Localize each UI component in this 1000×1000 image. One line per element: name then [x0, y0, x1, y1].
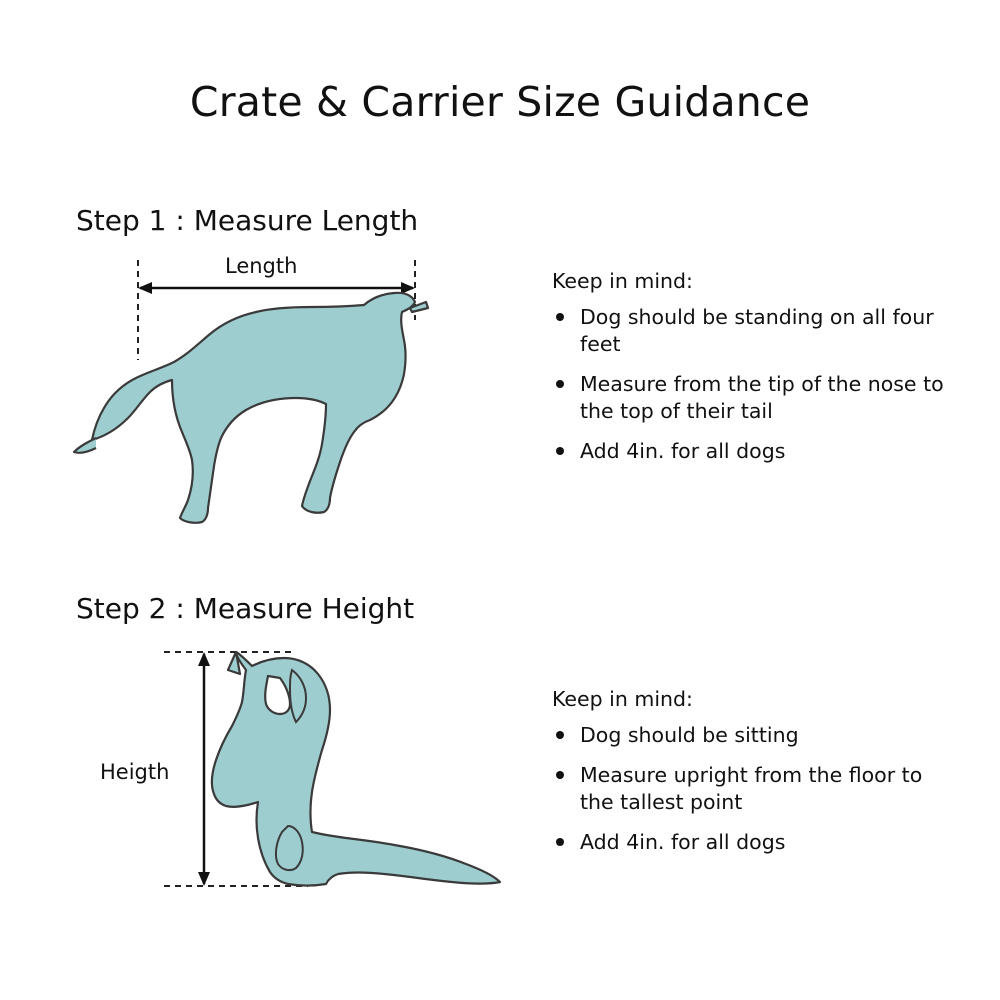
list-item — [552, 762, 952, 816]
list-item-text: Measure from the tip of the nose to the top of their tail — [580, 372, 944, 424]
step-2-heading: Step 2 : Measure Height — [76, 592, 415, 625]
bullet-icon — [556, 447, 564, 455]
length-label: Length — [225, 254, 298, 278]
step-2-notes-title: Keep in mind: — [552, 687, 693, 711]
height-label: Heigth — [100, 760, 170, 784]
standing-dog-illustration — [60, 250, 500, 560]
page-title: Crate & Carrier Size Guidance — [189, 78, 811, 126]
list-item-text: Dog should be standing on all four feet — [580, 305, 934, 357]
dog-body-standing — [92, 293, 428, 523]
list-item-text: Add 4in. for all dogs — [580, 830, 786, 855]
step-2-notes — [552, 686, 952, 856]
bullet-icon — [556, 313, 564, 321]
list-item — [552, 371, 952, 425]
list-item — [552, 829, 952, 856]
arrow-head-left — [138, 282, 152, 294]
step-1-figure — [60, 250, 500, 564]
bullet-icon — [556, 838, 564, 846]
step-1-notes-list — [552, 304, 952, 465]
step-1-heading: Step 1 : Measure Length — [76, 204, 419, 237]
step-1-notes-title: Keep in mind: — [552, 269, 693, 293]
dog-tail — [74, 438, 96, 453]
list-item — [552, 438, 952, 465]
list-item — [552, 304, 952, 358]
list-item-text: Add 4in. for all dogs — [580, 439, 786, 464]
bullet-icon — [556, 380, 564, 388]
list-item-text: Measure upright from the floor to the tallest point — [580, 763, 923, 815]
step-1-notes — [552, 268, 952, 465]
step-2-notes-list — [552, 722, 952, 856]
dog-body-sitting — [212, 652, 500, 886]
list-item-text: Dog should be sitting — [580, 723, 799, 748]
arrow-head-top — [198, 652, 210, 666]
bullet-icon — [556, 731, 564, 739]
bullet-icon — [556, 771, 564, 779]
list-item — [552, 722, 952, 749]
step-2-figure — [60, 630, 520, 924]
arrow-head-bottom — [198, 872, 210, 886]
